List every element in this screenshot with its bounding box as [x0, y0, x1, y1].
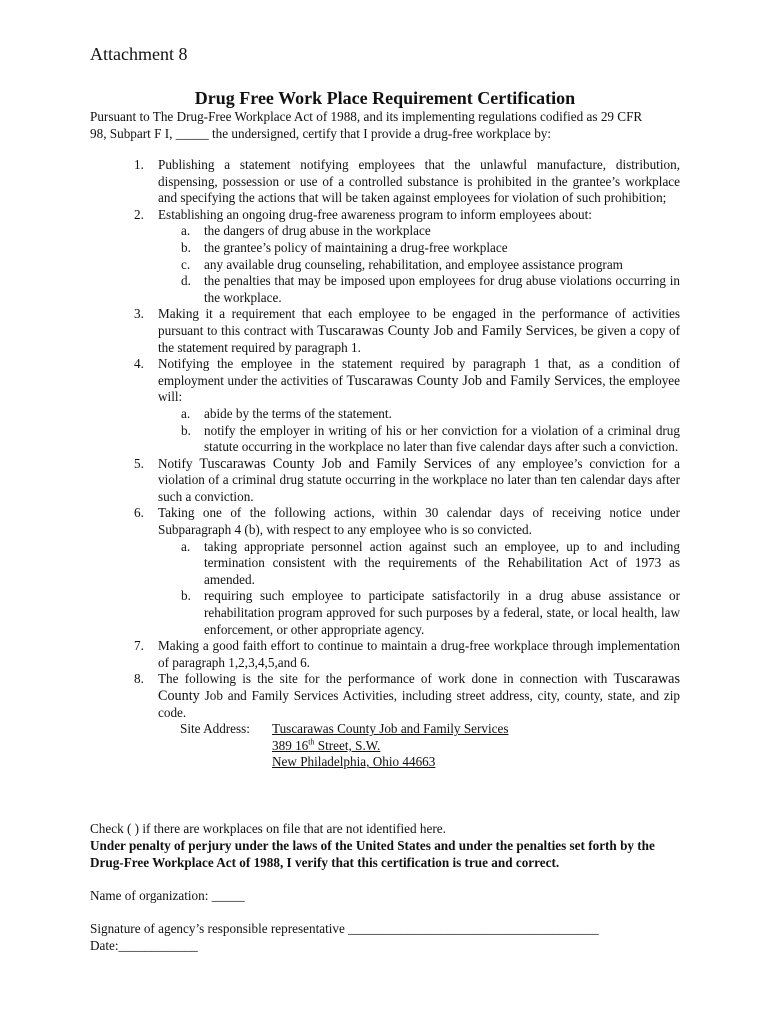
item-text-pre: The following is the site for the performance of work done in connection with	[158, 671, 614, 687]
site-address-block	[90, 721, 680, 771]
intro-line-1: Pursuant to The Drug-Free Workplace Act of 1988, and its implementing regulations codified as 29 CFR	[90, 109, 643, 124]
agency-name: Tuscarawas County Job and Family Services	[199, 455, 472, 472]
subitem-4a	[181, 406, 680, 423]
list-item-3	[90, 306, 680, 356]
site-address-line-1: Tuscarawas County Job and Family Services	[272, 721, 509, 737]
list-item-8	[90, 671, 680, 721]
list-item-5	[90, 456, 680, 506]
item-number: 7.	[134, 638, 144, 654]
subitem-letter: c.	[181, 256, 191, 272]
item-number: 6.	[134, 505, 144, 521]
list-item-6-subitems	[90, 539, 680, 639]
list-item-4-subitems	[90, 406, 680, 456]
item-text: Making a good faith effort to continue to maintain a drug-free workplace through implementation of paragraph 1,2,3,4,5,and 6.	[158, 638, 680, 670]
check-statement: Check ( ) if there are workplaces on file that are not identified here.	[90, 821, 446, 836]
item-number: 3.	[134, 306, 144, 322]
agency-name: Tuscarawas County Job and Family Services	[317, 322, 574, 339]
subitem-letter: b.	[181, 422, 191, 438]
item-number: 2.	[134, 206, 144, 222]
document-title: Drug Free Work Place Requirement Certification	[194, 88, 576, 108]
attachment-label: Attachment 8	[90, 44, 188, 64]
item-number: 5.	[134, 455, 144, 471]
item-text: Publishing a statement notifying employees that the unlawful manufacture, distribution, dispensing, possession or use of a controlled substance is prohibited in the grantee’s workplace and specifying the actions that will be taken against employees for violation of such prohibition;	[158, 157, 680, 206]
intro-line-2: 98, Subpart F I, _____ the undersigned, certify that I provide a drug-free workplace by:	[90, 126, 552, 141]
list-item-6	[90, 505, 680, 538]
ordinal-suffix: th	[308, 737, 315, 747]
agency-name: Tuscarawas County	[158, 671, 680, 704]
list-item-2	[90, 207, 680, 224]
subitem-text: the penalties that may be imposed upon employees for drug abuse violations occurring in the workplace.	[204, 273, 680, 305]
date-field: Date:____________	[90, 938, 198, 953]
subitem-text: taking appropriate personnel action against such an employee, up to and including termination consistent with the requirements of the Rehabilitation Act of 1973 as amended.	[204, 538, 680, 587]
site-address-line-3: New Philadelphia, Ohio 44663	[272, 754, 436, 770]
street-number: 389 16	[272, 737, 309, 753]
item-text: Establishing an ongoing drug-free awareness program to inform employees about:	[158, 206, 592, 222]
subitem-letter: b.	[181, 239, 191, 255]
item-text-post: of any employee’s conviction for a violation of a criminal drug statute occurring in the workplace no later than ten calendar days after such a conviction.	[158, 455, 681, 504]
subitem-6a	[181, 539, 680, 589]
item-number: 4.	[134, 356, 144, 372]
subitem-text: notify the employer in writing of his or her conviction for a violation of a criminal drug statute occurring in the workplace no later than five calendar days after such a conviction.	[204, 422, 680, 455]
site-address-label: Site Address:	[180, 721, 250, 737]
item-text: Taking one of the following actions, within 30 calendar days of receiving notice under Subparagraph 4 (b), with respect to any employee who is so convicted.	[158, 505, 680, 538]
item-text-pre: Notify	[158, 455, 200, 471]
item-text-pre: Notifying the employee in the statement required by paragraph 1 that, as a condition of employment under the activities of	[158, 356, 680, 388]
subitem-4b	[181, 423, 680, 456]
perjury-statement: Under penalty of perjury under the laws of the United States and under the penalties set forth by the Drug-Free Workplace Act of 1988, I verify that this certification is true and correct.	[90, 838, 655, 870]
intro-paragraph	[90, 108, 690, 142]
agency-name: Tuscarawas County Job and Family Services	[346, 372, 603, 389]
subitem-letter: d.	[181, 273, 191, 289]
subitem-text: the dangers of drug abuse in the workplace	[204, 223, 431, 239]
item-text-post: , be given a copy of the statement required by paragraph 1.	[158, 322, 681, 355]
subitem-2b	[181, 240, 680, 257]
subitem-2d	[181, 273, 680, 306]
subitem-letter: b.	[181, 588, 191, 604]
subitem-text: any available drug counseling, rehabilitation, and employee assistance program	[204, 256, 623, 272]
subitem-text: the grantee’s policy of maintaining a drug-free workplace	[204, 239, 508, 255]
signature-field: Signature of agency’s responsible representative ______________________________________	[90, 921, 599, 936]
list-item-2-subitems	[90, 223, 680, 306]
subitem-text: requiring such employee to participate satisfactorily in a drug abuse assistance or rehabilitation program approved for such purposes by a federal, state, or local health, law enforcement, or other appropriate agency.	[204, 588, 680, 637]
item-number: 1.	[134, 157, 144, 172]
subitem-letter: a.	[181, 538, 191, 554]
site-address-line-2	[272, 738, 680, 755]
item-number: 8.	[134, 671, 144, 687]
organization-name-field: Name of organization: _____	[90, 888, 245, 903]
list-item-7	[90, 638, 680, 671]
item-text-pre: Making it a requirement that each employee to be engaged in the performance of activities pursuant to this contract with	[158, 306, 680, 338]
subitem-letter: a.	[181, 223, 191, 239]
list-item-1	[90, 157, 680, 207]
subitem-2a	[181, 223, 680, 240]
certification-footer	[90, 820, 690, 954]
subitem-text: abide by the terms of the statement.	[204, 405, 392, 421]
subitem-6b	[181, 588, 680, 638]
item-text-post: , the employee will:	[158, 372, 680, 405]
subitem-letter: a.	[181, 405, 191, 421]
subitem-2c	[181, 257, 680, 274]
item-text-post: Job and Family Services Activities, including street address, city, county, state, and zip code.	[158, 688, 680, 720]
requirements-list	[90, 157, 680, 771]
street-name: Street, S.W.	[314, 737, 381, 753]
list-item-4	[90, 356, 680, 406]
